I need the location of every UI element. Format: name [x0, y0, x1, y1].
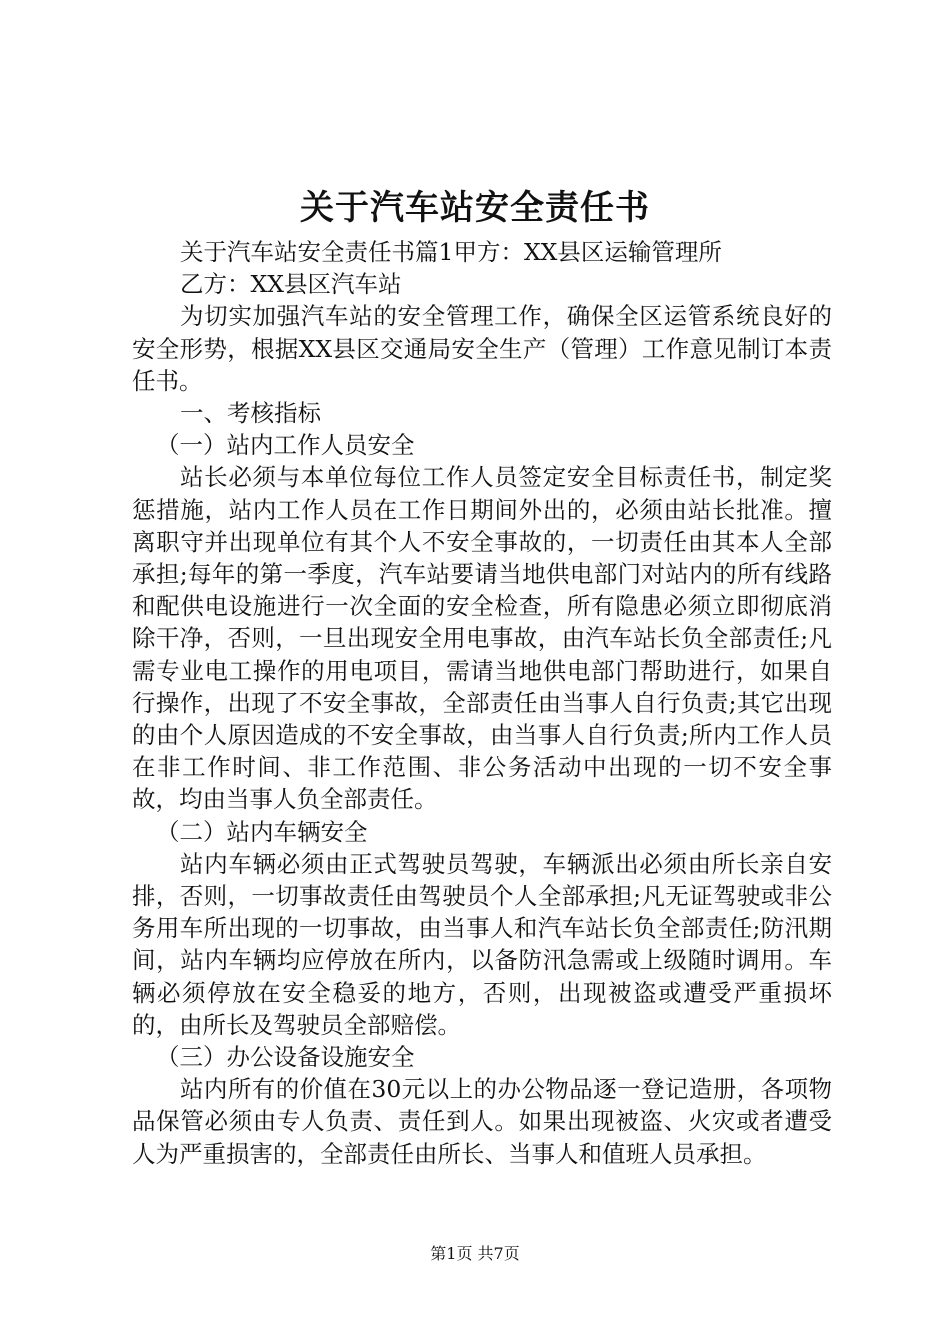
paragraph-intro: 关于汽车站安全责任书篇1甲方：XX县区运输管理所 — [180, 238, 722, 266]
paragraph-vehicle-safety: 站内车辆必须由正式驾驶员驾驶，车辆派出必须由所长亲自安排，否则，一切事故责任由驾驶员个人全部承担;凡无证驾驶或非公务用车所出现的一切事故，由当事人和汽车站长负全部责任;防汛期间，站内车辆均应停放在所内，以备防汛急需或上级随时调用。车辆必须停放在安全稳妥的地方，否则，出现被盗或遭受严重损坏的，由所长及驾驶员全部赔偿。 — [132, 849, 832, 1039]
subsection-heading-vehicle-safety: （二）站内车辆安全 — [156, 817, 368, 846]
subsection-heading-staff-safety: （一）站内工作人员安全 — [156, 431, 415, 460]
paragraph-staff-safety: 站长必须与本单位每位工作人员签定安全目标责任书，制定奖惩措施，站内工作人员在工作日期间外出的，必须由站长批准。擅离职守并出现单位有其个人不安全事故的，一切责任由其本人全部承担;每年的第一季度，汽车站要请当地供电部门对站内的所有线路和配供电设施进行一次全面的安全检查，所有隐患必须立即彻底消除干净，否则，一旦出现安全用电事故，由汽车站长负全部责任;凡需专业电工操作的用电项目，需请当地供电部门帮助进行，如果自行操作，出现了不安全事故，全部责任由当事人自行负责;其它出现的由个人原因造成的不安全事故，由当事人自行负责;所内工作人员在非工作时间、非工作范围、非公务活动中出现的一切不安全事故，均由当事人负全部责任。 — [132, 463, 832, 814]
paragraph-purpose: 为切实加强汽车站的安全管理工作，确保全区运管系统良好的安全形势，根据XX县区交通局安全生产（管理）工作意见制订本责任书。 — [132, 302, 832, 395]
paragraph-office-safety: 站内所有的价值在30元以上的办公物品逐一登记造册，各项物品保管必须由专人负责、责任到人。如果出现被盗、火灾或者遭受人为严重损害的，全部责任由所长、当事人和值班人员承担。 — [132, 1075, 832, 1168]
document-body — [132, 236, 832, 1170]
document-title: 关于汽车站安全责任书 — [300, 188, 650, 228]
paragraph-party-b: 乙方：XX县区汽车站 — [180, 270, 402, 299]
section-heading-assessment: 一、考核指标 — [180, 399, 321, 428]
subsection-heading-office-safety: （三）办公设备设施安全 — [156, 1043, 415, 1072]
page-footer: 第1页 共7页 — [430, 1244, 520, 1263]
